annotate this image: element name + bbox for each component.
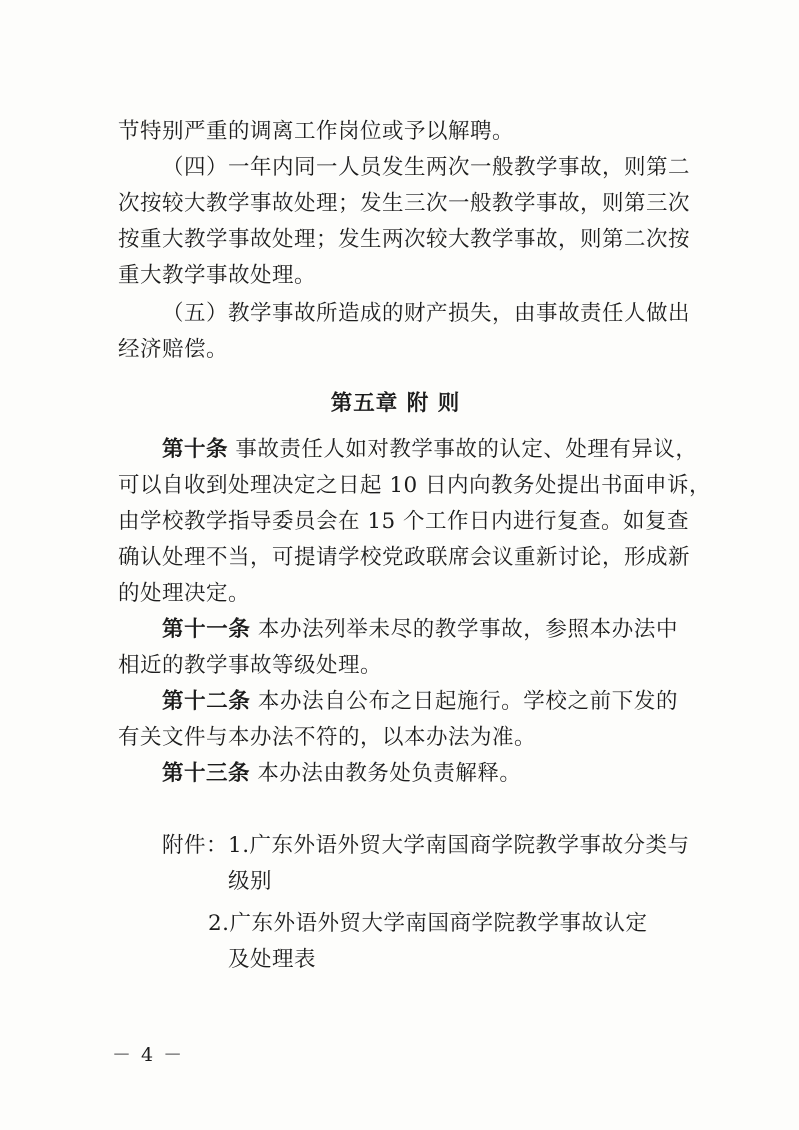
article-10-title: 第十条	[162, 437, 229, 462]
article-13-line-1	[118, 756, 678, 792]
attachment-2-line-2: 及处理表	[228, 947, 317, 972]
article-11-text-1: 本办法列举未尽的教学事故，参照本办法中	[257, 617, 678, 642]
article-12-title: 第十二条	[162, 689, 251, 714]
article-11-paragraph	[118, 612, 678, 684]
article-10-line-2: 可以自收到处理决定之日起 10 日内向教务处提出书面申诉，	[118, 473, 712, 498]
clause-4-line-4: 重大教学事故处理。	[118, 263, 317, 288]
page-number: － 4 －	[112, 1044, 185, 1066]
clause-5-line-2: 经济赔偿。	[118, 337, 229, 362]
clause-4-paragraph	[118, 150, 691, 294]
article-13-paragraph	[118, 756, 678, 792]
article-11-title: 第十一条	[162, 617, 251, 642]
article-10-line-5: 的处理决定。	[118, 581, 251, 606]
attachment-2-number: 2.	[208, 911, 230, 936]
article-10-line-4: 确认处理不当，可提请学校党政联席会议重新讨论，形成新	[118, 545, 691, 570]
intro-line: 节特别严重的调离工作岗位或予以解聘。	[118, 119, 515, 144]
attachment-2-row-1	[162, 906, 682, 942]
article-13-text-1: 本办法由教务处负责解释。	[257, 761, 522, 786]
article-12-line-1	[118, 684, 678, 720]
article-12-text-1: 本办法自公布之日起施行。学校之前下发的	[257, 689, 678, 714]
article-11-line-2: 相近的教学事故等级处理。	[118, 653, 383, 678]
attachments-label: 附件：	[162, 833, 229, 858]
article-11-line-1	[118, 612, 678, 648]
chapter-title: 第五章 附 则	[330, 391, 461, 416]
intro-paragraph	[118, 114, 678, 150]
article-10-line-3: 由学校教学指导委员会在 15 个工作日内进行复查。如复查	[118, 509, 690, 534]
attachment-1-line-2: 级别	[228, 869, 273, 894]
attachment-2-row-2	[162, 942, 682, 978]
article-12-paragraph	[118, 684, 678, 756]
article-10-text-1: 事故责任人如对教学事故的认定、处理有异议，	[235, 437, 698, 462]
clause-5-paragraph	[118, 296, 691, 368]
clause-4-line-2: 次按较大教学事故处理；发生三次一般教学事故，则第三次	[118, 191, 691, 216]
attachment-1-row-1	[162, 828, 690, 864]
clause-4-line-1: （四）一年内同一人员发生两次一般教学事故，则第二	[162, 155, 691, 180]
attachment-1-number: 1.	[228, 833, 250, 858]
attachments-list	[162, 828, 690, 978]
article-10-line-1	[118, 432, 698, 468]
clause-4-line-3: 按重大教学事故处理；发生两次较大教学事故，则第二次按	[118, 227, 691, 252]
clause-5-line-1: （五）教学事故所造成的财产损失，由事故责任人做出	[162, 301, 691, 326]
attachment-1-line-1: 广东外语外贸大学南国商学院教学事故分类与	[249, 833, 690, 858]
article-12-line-2: 有关文件与本办法不符的，以本办法为准。	[118, 725, 537, 750]
attachment-1-row-2	[162, 864, 682, 900]
article-13-title: 第十三条	[162, 761, 251, 786]
article-10-paragraph	[118, 432, 712, 612]
attachment-2-line-1: 广东外语外贸大学南国商学院教学事故认定	[229, 911, 648, 936]
